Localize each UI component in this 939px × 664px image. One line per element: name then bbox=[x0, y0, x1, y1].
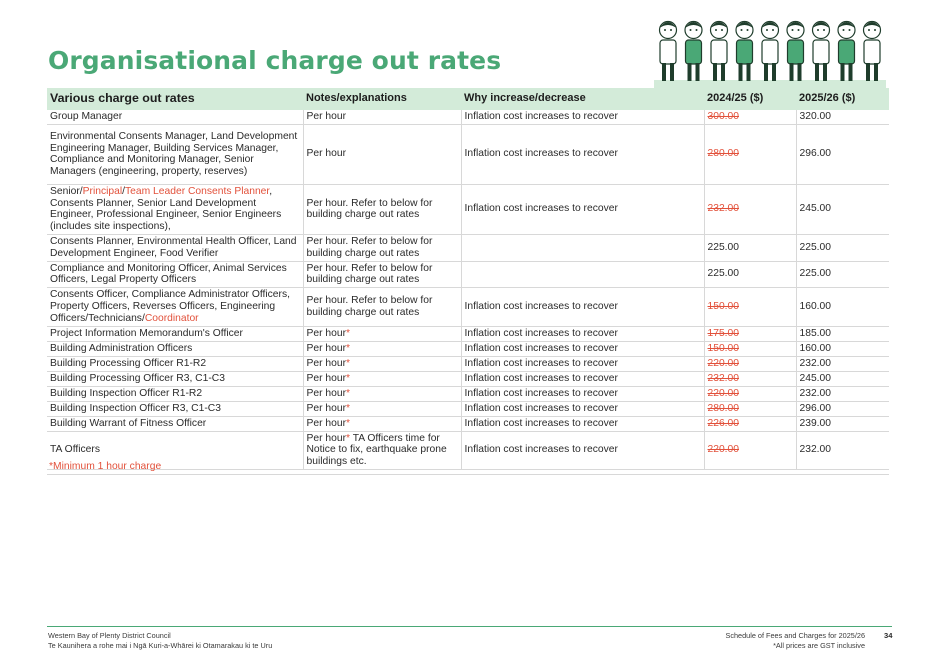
why-cell: Inflation cost increases to recover bbox=[461, 288, 704, 326]
person-leg bbox=[747, 63, 751, 81]
person-body bbox=[660, 40, 676, 64]
person-leg bbox=[696, 63, 700, 81]
notes-text: Per hour bbox=[306, 148, 346, 160]
price-2024-25-cell: 232.00 bbox=[704, 371, 796, 386]
person-eye bbox=[715, 29, 717, 31]
price-2025-26-cell: 185.00 bbox=[796, 326, 889, 341]
notes-text: Per hour. Refer to below for building charge out rates bbox=[306, 235, 433, 259]
person-eye bbox=[747, 29, 749, 31]
price-2024-25-cell: 220.00 bbox=[704, 386, 796, 401]
notes-text: Per hour bbox=[306, 327, 346, 339]
page-title: Organisational charge out rates bbox=[48, 46, 502, 75]
why-cell: Inflation cost increases to recover bbox=[461, 184, 704, 234]
name-text: Building Processing Officer R3, C1-C3 bbox=[50, 372, 225, 384]
person-leg bbox=[841, 63, 845, 81]
name-text: Building Inspection Officer R3, C1-C3 bbox=[50, 402, 221, 414]
charge-out-rates-table bbox=[47, 88, 889, 470]
price-2025-26-cell: 225.00 bbox=[796, 234, 889, 261]
price-2024-25-cell: 220.00 bbox=[704, 356, 796, 371]
person-eye bbox=[792, 29, 794, 31]
rate-name-cell bbox=[47, 110, 303, 124]
footer-divider bbox=[47, 626, 892, 627]
name-text: Building Inspection Officer R1-R2 bbox=[50, 387, 203, 399]
footer-doc-title: Schedule of Fees and Charges for 2025/26 bbox=[725, 631, 865, 640]
person-eye bbox=[721, 29, 723, 31]
notes-cell bbox=[303, 326, 461, 341]
name-text: Building Processing Officer R1-R2 bbox=[50, 357, 207, 369]
rate-name-cell bbox=[47, 416, 303, 431]
price-2024-25-cell: 280.00 bbox=[704, 124, 796, 184]
person-leg bbox=[670, 63, 674, 81]
why-cell: Inflation cost increases to recover bbox=[461, 401, 704, 416]
footer-document bbox=[725, 631, 865, 650]
table-row bbox=[47, 401, 889, 416]
footer-org-name: Western Bay of Plenty District Council bbox=[48, 631, 171, 640]
person-leg bbox=[764, 63, 768, 81]
notes-cell bbox=[303, 234, 461, 261]
rate-name-cell bbox=[47, 234, 303, 261]
name-text: Consents Planner, Environmental Health Officer, Land Development Engineer, Food Verifier bbox=[50, 235, 297, 259]
person-eye bbox=[849, 29, 851, 31]
table-row bbox=[47, 416, 889, 431]
person-eye bbox=[798, 29, 800, 31]
price-2025-26-cell: 296.00 bbox=[796, 401, 889, 416]
price-2024-25-cell: 225.00 bbox=[704, 234, 796, 261]
notes-text: * bbox=[346, 327, 351, 339]
why-cell: Inflation cost increases to recover bbox=[461, 371, 704, 386]
person-eye bbox=[741, 29, 743, 31]
name-text: Principal bbox=[82, 185, 123, 197]
price-2025-26-cell: 232.00 bbox=[796, 431, 889, 469]
why-cell: Inflation cost increases to recover bbox=[461, 386, 704, 401]
rate-name-cell bbox=[47, 386, 303, 401]
person-leg bbox=[866, 63, 870, 81]
person-eye bbox=[696, 29, 698, 31]
table-row bbox=[47, 371, 889, 386]
notes-text: Per hour. Refer to below for building charge out rates bbox=[306, 262, 433, 286]
person-leg bbox=[713, 63, 717, 81]
rate-name-cell bbox=[47, 326, 303, 341]
notes-cell bbox=[303, 288, 461, 326]
rate-name-cell bbox=[47, 124, 303, 184]
person-body bbox=[737, 40, 753, 64]
person-eye bbox=[766, 29, 768, 31]
person-leg bbox=[688, 63, 692, 81]
price-2024-25-cell: 175.00 bbox=[704, 326, 796, 341]
table-row bbox=[47, 124, 889, 184]
person-body bbox=[813, 40, 829, 64]
name-text: Building Warrant of Fitness Officer bbox=[50, 417, 207, 429]
notes-cell bbox=[303, 110, 461, 124]
person-leg bbox=[815, 63, 819, 81]
notes-cell bbox=[303, 386, 461, 401]
price-2025-26-cell: 160.00 bbox=[796, 288, 889, 326]
notes-text: * bbox=[346, 417, 351, 429]
why-cell bbox=[461, 234, 704, 261]
notes-text: Per hour bbox=[306, 387, 346, 399]
price-2025-26-cell: 239.00 bbox=[796, 416, 889, 431]
notes-text: * bbox=[346, 387, 351, 399]
notes-text: Per hour. Refer to below for building charge out rates bbox=[306, 197, 433, 221]
name-text: TA Officers bbox=[50, 444, 100, 456]
person-eye bbox=[874, 29, 876, 31]
rate-name-cell bbox=[47, 288, 303, 326]
notes-text: * bbox=[346, 372, 351, 384]
person-leg bbox=[823, 63, 827, 81]
name-text: Group Manager bbox=[50, 111, 123, 122]
person-leg bbox=[790, 63, 794, 81]
people-illustration bbox=[654, 10, 886, 90]
person-leg bbox=[874, 63, 878, 81]
person-body bbox=[839, 40, 855, 64]
header-2025-26: 2025/26 ($) bbox=[796, 88, 889, 110]
notes-text: * bbox=[346, 342, 351, 354]
table-row bbox=[47, 261, 889, 288]
notes-cell bbox=[303, 416, 461, 431]
rate-name-cell bbox=[47, 184, 303, 234]
page-number: 34 bbox=[884, 631, 893, 640]
person-body bbox=[686, 40, 702, 64]
notes-cell bbox=[303, 124, 461, 184]
table-header-row bbox=[47, 88, 889, 110]
price-2024-25-cell: 150.00 bbox=[704, 288, 796, 326]
table-row bbox=[47, 356, 889, 371]
why-cell: Inflation cost increases to recover bbox=[461, 416, 704, 431]
price-2025-26-cell: 225.00 bbox=[796, 261, 889, 288]
price-2024-25-cell: 280.00 bbox=[704, 401, 796, 416]
notes-text: Per hour. Refer to below for building charge out rates bbox=[306, 295, 433, 318]
price-2025-26-cell: 320.00 bbox=[796, 110, 889, 124]
notes-cell bbox=[303, 401, 461, 416]
table-row bbox=[47, 234, 889, 261]
name-text: , Consents Planner, Senior Land Development Engineer, Professional Engineer, Senior Engineers (includes site inspections), bbox=[50, 185, 282, 233]
price-2025-26-cell: 160.00 bbox=[796, 341, 889, 356]
price-2025-26-cell: 245.00 bbox=[796, 371, 889, 386]
notes-cell bbox=[303, 356, 461, 371]
notes-cell bbox=[303, 431, 461, 469]
notes-text: Per hour bbox=[306, 417, 346, 429]
person-body bbox=[864, 40, 880, 64]
why-cell: Inflation cost increases to recover bbox=[461, 431, 704, 469]
person-eye bbox=[670, 29, 672, 31]
name-text: Project Information Memorandum's Officer bbox=[50, 327, 243, 339]
person-body bbox=[711, 40, 727, 64]
price-2025-26-cell: 245.00 bbox=[796, 184, 889, 234]
rate-name-cell bbox=[47, 401, 303, 416]
person-leg bbox=[721, 63, 725, 81]
why-cell: Inflation cost increases to recover bbox=[461, 110, 704, 124]
person-eye bbox=[772, 29, 774, 31]
price-2024-25-cell: 220.00 bbox=[704, 431, 796, 469]
table-row bbox=[47, 341, 889, 356]
minimum-charge-note: *Minimum 1 hour charge bbox=[49, 461, 162, 472]
notes-cell bbox=[303, 341, 461, 356]
name-text: Senior/ bbox=[50, 185, 83, 197]
notes-text: Per hour bbox=[306, 111, 346, 122]
why-cell: Inflation cost increases to recover bbox=[461, 356, 704, 371]
price-2024-25-cell: 150.00 bbox=[704, 341, 796, 356]
rate-name-cell bbox=[47, 341, 303, 356]
footer-org bbox=[48, 631, 272, 650]
person-leg bbox=[772, 63, 776, 81]
person-eye bbox=[690, 29, 692, 31]
person-leg bbox=[739, 63, 743, 81]
notes-text: * bbox=[346, 432, 351, 444]
person-eye bbox=[843, 29, 845, 31]
notes-text: Per hour bbox=[306, 432, 346, 444]
table-row bbox=[47, 431, 889, 469]
person-body bbox=[762, 40, 778, 64]
header-2024-25: 2024/25 ($) bbox=[704, 88, 796, 110]
notes-text: TA Officers time for Notice to fix, earthquake prone buildings etc. bbox=[306, 432, 447, 468]
divider bbox=[47, 474, 889, 475]
rate-name-cell bbox=[47, 371, 303, 386]
price-2024-25-cell: 300.00 bbox=[704, 110, 796, 124]
price-2025-26-cell: 296.00 bbox=[796, 124, 889, 184]
name-text: Consents Officer, Compliance Administrator Officers, Property Officers, Reverses Officers, Engineering Officers/Technicians/ bbox=[50, 289, 290, 324]
table-row bbox=[47, 110, 889, 124]
why-cell: Inflation cost increases to recover bbox=[461, 124, 704, 184]
table-row bbox=[47, 288, 889, 326]
header-rates: Various charge out rates bbox=[47, 88, 303, 110]
name-text: Environmental Consents Manager, Land Development Engineering Manager, Building Services Manager, Compliance and Monitoring Manager, Senior Managers (engineering, property, reserves) bbox=[50, 130, 298, 178]
person-leg bbox=[849, 63, 853, 81]
name-text: Building Administration Officers bbox=[50, 342, 193, 354]
person-eye bbox=[817, 29, 819, 31]
notes-cell bbox=[303, 371, 461, 386]
notes-text: Per hour bbox=[306, 357, 346, 369]
header-notes: Notes/explanations bbox=[303, 88, 461, 110]
why-cell bbox=[461, 261, 704, 288]
notes-cell bbox=[303, 261, 461, 288]
person-eye bbox=[868, 29, 870, 31]
notes-text: Per hour bbox=[306, 342, 346, 354]
person-body bbox=[788, 40, 804, 64]
name-text: Coordinator bbox=[144, 312, 199, 324]
notes-text: * bbox=[346, 402, 351, 414]
name-text: Compliance and Monitoring Officer, Animal Services Officers, Legal Property Officers bbox=[50, 262, 287, 286]
price-2024-25-cell: 226.00 bbox=[704, 416, 796, 431]
person-leg bbox=[662, 63, 666, 81]
notes-cell bbox=[303, 184, 461, 234]
rate-name-cell bbox=[47, 261, 303, 288]
notes-text: Per hour bbox=[306, 402, 346, 414]
notes-text: * bbox=[346, 357, 351, 369]
name-text: Team Leader Consents Planner bbox=[125, 185, 270, 197]
footer-org-maori-name: Te Kaunihera a rohe mai i Ngā Kuri-a-Whārei ki Otamarakau ki te Uru bbox=[48, 640, 273, 650]
price-2025-26-cell: 232.00 bbox=[796, 386, 889, 401]
table-row bbox=[47, 386, 889, 401]
rate-name-cell bbox=[47, 356, 303, 371]
footer-gst-note: *All prices are GST inclusive bbox=[773, 640, 865, 650]
table-row bbox=[47, 184, 889, 234]
header-why: Why increase/decrease bbox=[461, 88, 704, 110]
price-2024-25-cell: 225.00 bbox=[704, 261, 796, 288]
person-leg bbox=[798, 63, 802, 81]
why-cell: Inflation cost increases to recover bbox=[461, 326, 704, 341]
price-2024-25-cell: 232.00 bbox=[704, 184, 796, 234]
person-eye bbox=[823, 29, 825, 31]
person-eye bbox=[664, 29, 666, 31]
name-text: / bbox=[122, 185, 126, 197]
notes-text: Per hour bbox=[306, 372, 346, 384]
why-cell: Inflation cost increases to recover bbox=[461, 341, 704, 356]
table-row bbox=[47, 326, 889, 341]
price-2025-26-cell: 232.00 bbox=[796, 356, 889, 371]
